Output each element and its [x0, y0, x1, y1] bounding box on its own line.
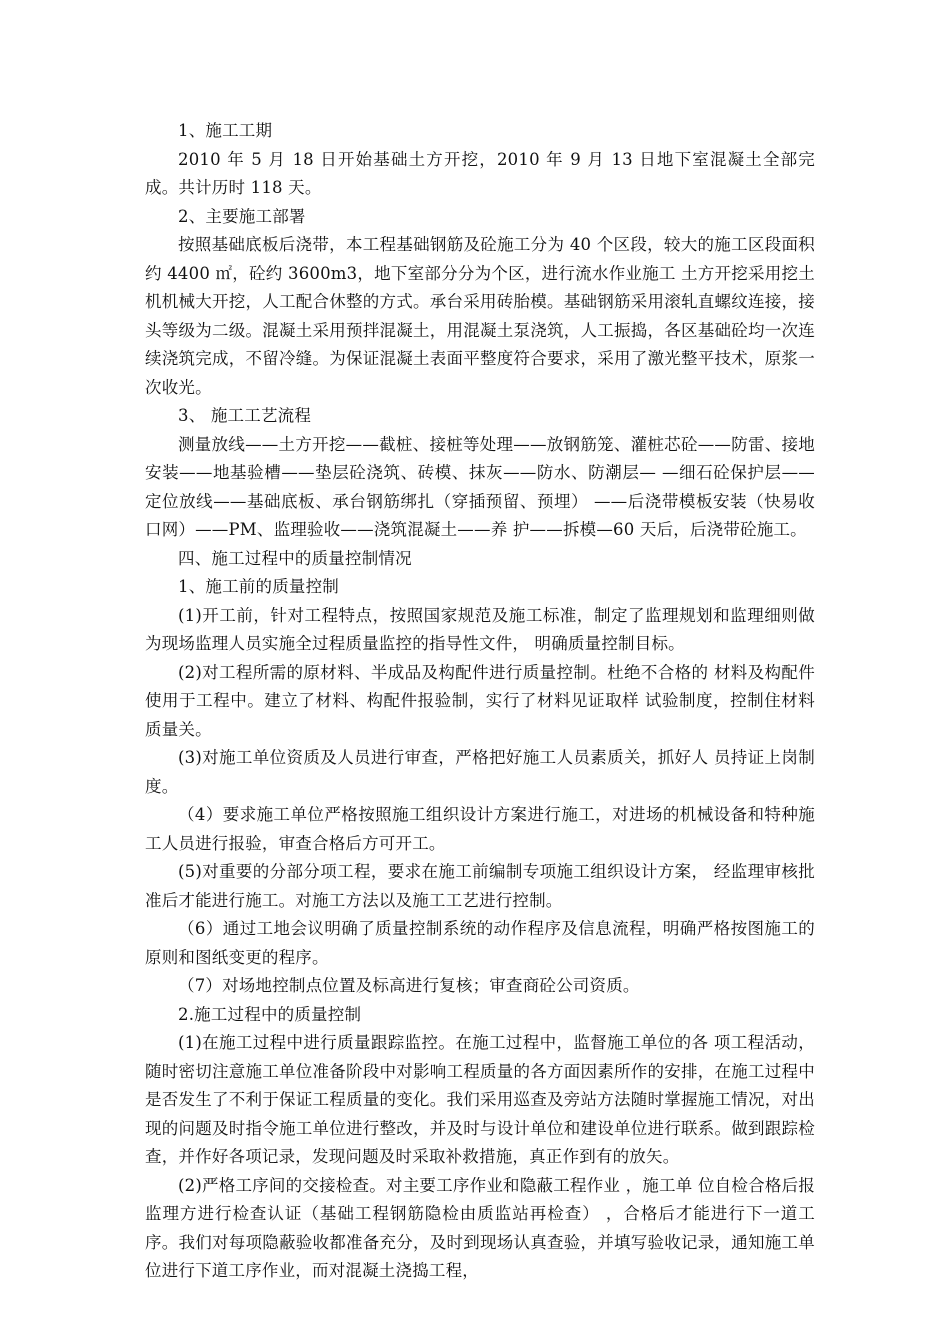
paragraph-main-deployment: 按照基础底板后浇带，本工程基础钢筋及砼施工分为 40 个区段，较大的施工区段面积约 4400 ㎡，砼约 3600m3，地下室部分分为个区，进行流水作业施工 土方开挖采用挖土机机械大开挖，人工配合休整的方式。承台采用砖胎模。基础钢筋采用滚轧直螺纹连接，接头等级为二级。混凝土采用预拌混凝土，用混凝土泵浇筑，人工振捣，各区基础砼均一次连续浇筑完成，不留冷缝。为保证混凝土表面平整度符合要求，采用了激光整平技术，原浆一次收光。 [145, 235, 815, 397]
paragraph-item-1: (1)开工前，针对工程特点，按照国家规范及施工标准，制定了监理规划和监理细则做为现场监理人员实施全过程质量监控的指导性文件， 明确质量控制目标。 [145, 605, 815, 653]
paragraph-item-5: (5)对重要的分部分项工程，要求在施工前编制专项施工组织设计方案， 经监理审核批准后才能进行施工。对施工方法以及施工工艺进行控制。 [145, 862, 815, 910]
section-heading-process-flow: 3、 施工工艺流程 [178, 406, 312, 425]
section-heading-construction-period: 1、施工工期 [178, 121, 273, 140]
paragraph-item-4: （4）要求施工单位严格按照施工组织设计方案进行施工，对进场的机械设备和特种施工人员进行报验，审查合格后方可开工。 [145, 805, 815, 853]
subsection-heading-pre-construction: 1、施工前的质量控制 [178, 577, 339, 596]
paragraph-during-item-1: (1)在施工过程中进行质量跟踪监控。在施工过程中，监督施工单位的各 项工程活动， 随时密切注意施工单位准备阶段中对影响工程质量的各方面因素所作的安排，在施工过程中是否发生了不利于保证工程质量的变化。我们采用巡查及旁站方法随时掌握施工情况，对出现的问题及时指令施工单位进行整改，并及时与设计单位和建设单位进行联系。做到跟踪检查，并作好各项记录，发现问题及时采取补救措施，真正作到有的放矢。 [145, 1033, 815, 1166]
section-heading-quality-control: 四、施工过程中的质量控制情况 [178, 548, 412, 568]
paragraph-during-item-2: (2)严格工序间的交接检查。对主要工序作业和隐蔽工程作业 ，施工单 位自检合格后报监理方进行检查认证（基础工程钢筋隐检由质监站再检查） ，合格后才能进行下一道工序。我们对每项隐蔽验收都准备充分，及时到现场认真查验，并填写验收记录，通知施工单位进行下道工序作业，而对混凝土浇捣工程， [145, 1175, 815, 1280]
subsection-heading-during-construction: 2.施工过程中的质量控制 [178, 1004, 362, 1024]
section-heading-main-deployment: 2、主要施工部署 [178, 206, 306, 226]
paragraph-item-7: （7）对场地控制点位置及标高进行复核；审查商砼公司资质。 [178, 976, 640, 995]
paragraph-item-6: （6）通过工地会议明确了质量控制系统的动作程序及信息流程，明确严格按图施工的原则和图纸变更的程序。 [145, 919, 815, 967]
paragraph-process-flow: 测量放线——土方开挖——截桩、接桩等处理——放钢筋笼、灌桩芯砼——防雷、接地安装——地基验槽——垫层砼浇筑、砖模、抹灰——防水、防潮层— —细石砼保护层——定位放线——基础底板、承台钢筋绑扎（穿插预留、预埋） ——后浇带模板安装（快易收口网）——PM、监理验收——浇筑混凝土——养 护——拆模—60 天后，后浇带砼施工。 [145, 434, 815, 539]
paragraph-item-3: (3)对施工单位资质及人员进行审查，严格把好施工人员素质关，抓好人 员持证上岗制度。 [145, 748, 815, 796]
paragraph-item-2: (2)对工程所需的原材料、半成品及构配件进行质量控制。杜绝不合格的 材料及构配件使用于工程中。建立了材料、构配件报验制，实行了材料见证取样 试验制度，控制住材料质量关。 [145, 662, 815, 739]
paragraph-construction-period: 2010 年 5 月 18 日开始基础土方开挖，2010 年 9 月 13 日地下室混凝土全部完成。共计历时 118 天。 [145, 149, 815, 197]
document-body [145, 117, 815, 1286]
